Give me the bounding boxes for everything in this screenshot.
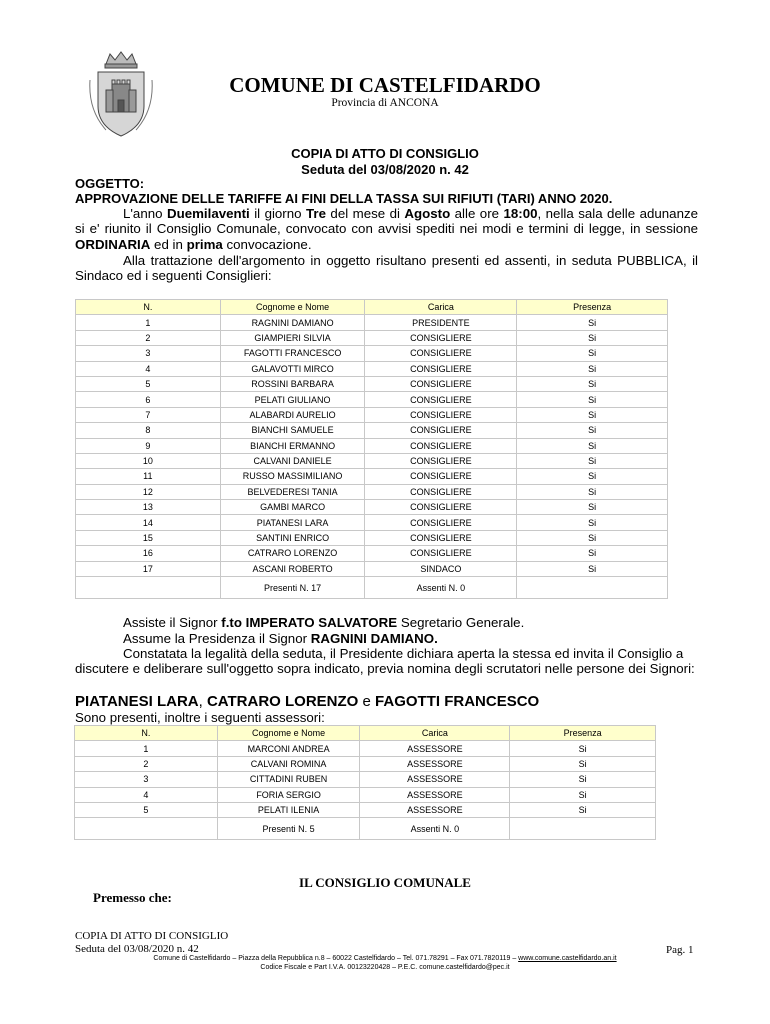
column-header: Carica bbox=[365, 300, 517, 315]
table-cell: Si bbox=[517, 330, 668, 345]
table-cell: CONSIGLIERE bbox=[365, 515, 517, 530]
table-cell: 6 bbox=[76, 392, 221, 407]
table-cell: ASSESSORE bbox=[360, 787, 510, 802]
table-cell: Si bbox=[517, 484, 668, 499]
table-cell: 10 bbox=[76, 453, 221, 468]
table-cell: Si bbox=[510, 741, 656, 756]
table-cell: CONSIGLIERE bbox=[365, 346, 517, 361]
premise-label: Premesso che: bbox=[93, 890, 172, 905]
table-cell: 3 bbox=[75, 772, 218, 787]
table-cell: 9 bbox=[76, 438, 221, 453]
attendance-paragraph: Alla trattazione dell'argomento in oggetto risultano presenti ed assenti, in seduta PUBBLICA, il Sindaco ed i seguenti Consiglieri: bbox=[75, 253, 698, 284]
table-cell: BIANCHI SAMUELE bbox=[220, 423, 365, 438]
legality-paragraph: Constatata la legalità della seduta, il Presidente dichiara aperta la stessa ed invita il Consiglio a discutere e deliberare sull'oggetto sopra indicato, previa nomina degli scrutatori nelle persone dei Signori: bbox=[75, 646, 695, 677]
secretary-line: Assiste il Signor f.to IMPERATO SALVATORE Segretario Generale. bbox=[123, 615, 525, 630]
table-cell: PELATI ILENIA bbox=[217, 802, 360, 817]
table-cell: SINDACO bbox=[365, 561, 517, 576]
table-cell: CONSIGLIERE bbox=[365, 469, 517, 484]
table-cell: PRESIDENTE bbox=[365, 315, 517, 330]
president-line: Assume la Presidenza il Signor RAGNINI DAMIANO. bbox=[123, 631, 438, 646]
table-cell: 3 bbox=[76, 346, 221, 361]
table-cell: PELATI GIULIANO bbox=[220, 392, 365, 407]
table-cell: 2 bbox=[75, 756, 218, 771]
table-row bbox=[75, 741, 656, 756]
table-cell: GALAVOTTI MIRCO bbox=[220, 361, 365, 376]
table-cell: CONSIGLIERE bbox=[365, 530, 517, 545]
table-row bbox=[76, 453, 668, 468]
table-cell: Si bbox=[517, 376, 668, 391]
table-row bbox=[76, 561, 668, 576]
table-cell bbox=[517, 577, 668, 599]
table-cell: BELVEDERESI TANIA bbox=[220, 484, 365, 499]
column-header: N. bbox=[75, 726, 218, 741]
footer-session: Seduta del 03/08/2020 n. 42 bbox=[75, 943, 199, 955]
table-cell: 1 bbox=[76, 315, 221, 330]
province-subtitle: Provincia di ANCONA bbox=[331, 97, 439, 109]
table-cell: 12 bbox=[76, 484, 221, 499]
table-row bbox=[76, 330, 668, 345]
table-cell: Si bbox=[517, 361, 668, 376]
table-cell: ASCANI ROBERTO bbox=[220, 561, 365, 576]
table-cell: 8 bbox=[76, 423, 221, 438]
table-cell: Si bbox=[517, 423, 668, 438]
column-header: Carica bbox=[360, 726, 510, 741]
table-cell: ROSSINI BARBARA bbox=[220, 376, 365, 391]
table-header-row bbox=[75, 726, 656, 741]
table-row bbox=[75, 756, 656, 771]
table-cell: ASSESSORE bbox=[360, 802, 510, 817]
table-cell: 5 bbox=[76, 376, 221, 391]
table-cell: 13 bbox=[76, 500, 221, 515]
table-cell: ASSESSORE bbox=[360, 772, 510, 787]
scrutineers-line: PIATANESI LARA, CATRARO LORENZO e FAGOTTI FRANCESCO bbox=[75, 693, 540, 710]
table-row bbox=[76, 484, 668, 499]
table-row bbox=[76, 315, 668, 330]
table-cell: GIAMPIERI SILVIA bbox=[220, 330, 365, 345]
councillors-table bbox=[75, 299, 668, 599]
website-link[interactable]: www.comune.castelfidardo.an.it bbox=[518, 955, 617, 962]
table-cell: PIATANESI LARA bbox=[220, 515, 365, 530]
table-cell: CATRARO LORENZO bbox=[220, 546, 365, 561]
table-cell: CONSIGLIERE bbox=[365, 438, 517, 453]
table-cell: FAGOTTI FRANCESCO bbox=[220, 346, 365, 361]
table-cell: 16 bbox=[76, 546, 221, 561]
table-cell: Si bbox=[517, 561, 668, 576]
table-row bbox=[75, 802, 656, 817]
table-row bbox=[76, 530, 668, 545]
table-cell: CONSIGLIERE bbox=[365, 330, 517, 345]
table-cell: FORIA SERGIO bbox=[217, 787, 360, 802]
present-count: Presenti N. 5 bbox=[217, 818, 360, 840]
table-cell: CALVANI DANIELE bbox=[220, 453, 365, 468]
table-cell: Si bbox=[517, 407, 668, 422]
column-header: Cognome e Nome bbox=[217, 726, 360, 741]
table-cell: CONSIGLIERE bbox=[365, 453, 517, 468]
table-cell: CONSIGLIERE bbox=[365, 546, 517, 561]
table-cell: CONSIGLIERE bbox=[365, 361, 517, 376]
table-row bbox=[76, 438, 668, 453]
table-row bbox=[76, 392, 668, 407]
table-cell: ASSESSORE bbox=[360, 741, 510, 756]
table-cell: CONSIGLIERE bbox=[365, 500, 517, 515]
table-cell: CONSIGLIERE bbox=[365, 392, 517, 407]
table-cell: MARCONI ANDREA bbox=[217, 741, 360, 756]
table-cell: RAGNINI DAMIANO bbox=[220, 315, 365, 330]
footer-act-type: COPIA DI ATTO DI CONSIGLIO bbox=[75, 930, 229, 942]
table-row bbox=[76, 469, 668, 484]
table-cell: Si bbox=[517, 515, 668, 530]
table-cell: Si bbox=[510, 787, 656, 802]
table-cell: Si bbox=[510, 756, 656, 771]
table-cell: Si bbox=[517, 438, 668, 453]
assessors-table bbox=[74, 725, 656, 840]
subject-text: APPROVAZIONE DELLE TARIFFE AI FINI DELLA TASSA SUI RIFIUTI (TARI) ANNO 2020. bbox=[75, 191, 613, 206]
table-header-row bbox=[76, 300, 668, 315]
table-row bbox=[76, 407, 668, 422]
table-cell: 4 bbox=[76, 361, 221, 376]
page-number: Pag. 1 bbox=[666, 944, 694, 956]
table-cell: CONSIGLIERE bbox=[365, 407, 517, 422]
table-cell: SANTINI ENRICO bbox=[220, 530, 365, 545]
table-row bbox=[76, 546, 668, 561]
table-cell: 1 bbox=[75, 741, 218, 756]
table-cell: RUSSO MASSIMILIANO bbox=[220, 469, 365, 484]
present-count: Presenti N. 17 bbox=[220, 577, 365, 599]
table-cell: 2 bbox=[76, 330, 221, 345]
column-header: Cognome e Nome bbox=[220, 300, 365, 315]
table-cell: 11 bbox=[76, 469, 221, 484]
table-cell: CITTADINI RUBEN bbox=[217, 772, 360, 787]
absent-count: Assenti N. 0 bbox=[360, 818, 510, 840]
municipal-crest-icon bbox=[86, 50, 156, 140]
table-cell: Si bbox=[517, 530, 668, 545]
table-cell: Si bbox=[517, 315, 668, 330]
act-type-heading: COPIA DI ATTO DI CONSIGLIO bbox=[291, 146, 479, 161]
table-cell: Si bbox=[517, 392, 668, 407]
municipality-title: COMUNE DI CASTELFIDARDO bbox=[229, 73, 541, 97]
table-row bbox=[76, 361, 668, 376]
table-cell: Si bbox=[517, 546, 668, 561]
council-heading: IL CONSIGLIO COMUNALE bbox=[299, 875, 471, 890]
table-cell bbox=[75, 818, 218, 840]
table-cell: Si bbox=[517, 500, 668, 515]
session-heading: Seduta del 03/08/2020 n. 42 bbox=[301, 162, 469, 177]
table-cell: 17 bbox=[76, 561, 221, 576]
table-row bbox=[75, 772, 656, 787]
absent-count: Assenti N. 0 bbox=[365, 577, 517, 599]
table-row bbox=[76, 515, 668, 530]
table-cell: 4 bbox=[75, 787, 218, 802]
table-cell: Si bbox=[517, 346, 668, 361]
table-row bbox=[76, 500, 668, 515]
table-cell: ALABARDI AURELIO bbox=[220, 407, 365, 422]
footer-fiscal: Codice Fiscale e Part I.V.A. 00123220428 – P.E.C. comune.castelfidardo@pec.it bbox=[260, 964, 510, 971]
table-cell: GAMBI MARCO bbox=[220, 500, 365, 515]
column-header: Presenza bbox=[510, 726, 656, 741]
table-row bbox=[76, 346, 668, 361]
table-cell: Si bbox=[510, 772, 656, 787]
table-cell: CONSIGLIERE bbox=[365, 376, 517, 391]
table-cell: ASSESSORE bbox=[360, 756, 510, 771]
assessors-intro: Sono presenti, inoltre i seguenti assessori: bbox=[75, 710, 325, 725]
table-cell: BIANCHI ERMANNO bbox=[220, 438, 365, 453]
table-cell bbox=[76, 577, 221, 599]
table-cell: 14 bbox=[76, 515, 221, 530]
table-cell: CALVANI ROMINA bbox=[217, 756, 360, 771]
table-cell: 5 bbox=[75, 802, 218, 817]
subject-label: OGGETTO: bbox=[75, 176, 145, 191]
summary-row bbox=[75, 818, 656, 840]
footer-address: Comune di Castelfidardo – Piazza della Repubblica n.8 – 60022 Castelfidardo – Tel. 071.78291 – Fax 071.7820119 – www.comune.castelfidardo.an.it bbox=[153, 955, 617, 962]
table-cell: CONSIGLIERE bbox=[365, 484, 517, 499]
table-row bbox=[75, 787, 656, 802]
table-cell: Si bbox=[517, 453, 668, 468]
column-header: Presenza bbox=[517, 300, 668, 315]
table-cell: Si bbox=[510, 802, 656, 817]
table-cell: 7 bbox=[76, 407, 221, 422]
table-cell: 15 bbox=[76, 530, 221, 545]
table-row bbox=[76, 376, 668, 391]
intro-paragraph: L'anno Duemilaventi il giorno Tre del mese di Agosto alle ore 18:00, nella sala delle adunanze si e' riunito il Consiglio Comunale, convocato con avvisi spediti nei modi e termini di legge, in sessione ORDINARIA ed in prima convocazione. bbox=[75, 206, 699, 252]
table-cell: CONSIGLIERE bbox=[365, 423, 517, 438]
summary-row bbox=[76, 577, 668, 599]
table-cell: Si bbox=[517, 469, 668, 484]
table-cell bbox=[510, 818, 656, 840]
column-header: N. bbox=[76, 300, 221, 315]
table-row bbox=[76, 423, 668, 438]
